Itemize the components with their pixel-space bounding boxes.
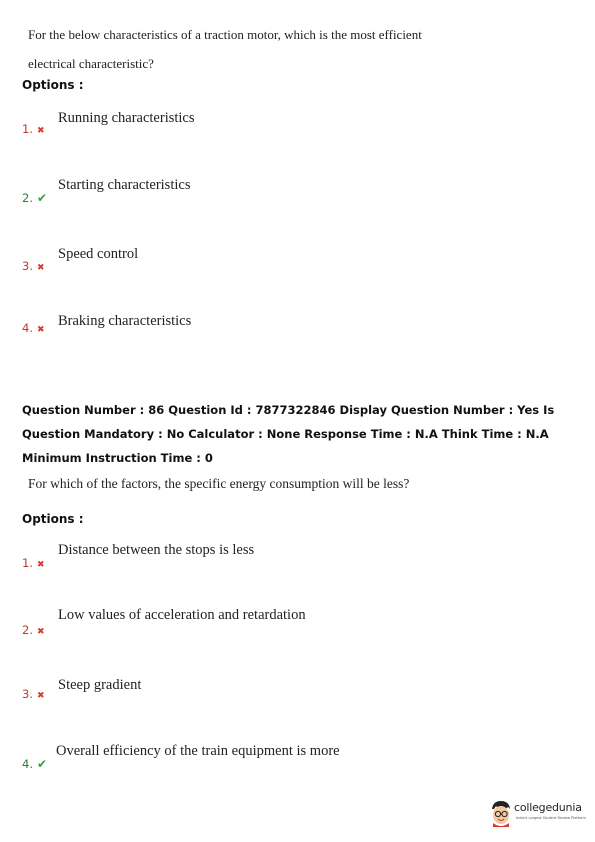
mascot-icon (488, 799, 514, 827)
options-label-q1: Options : (22, 78, 84, 92)
q1-option-2-number (22, 191, 47, 205)
q1-option-4-number (22, 321, 45, 335)
question-2-text: For which of the factors, the specific energy consumption will be less? (28, 476, 410, 491)
option-number: 3. (22, 687, 33, 701)
collegedunia-logo (488, 795, 588, 831)
q1-option-4-text: Braking characteristics (58, 313, 192, 329)
option-number: 3. (22, 259, 33, 273)
q2-option-3-number (22, 687, 45, 701)
cross-icon: ✖ (36, 560, 45, 570)
q2-option-2-number (22, 623, 45, 637)
options-label-q2: Options : (22, 512, 84, 526)
cross-icon: ✖ (36, 126, 45, 136)
cross-icon: ✖ (36, 325, 45, 335)
q2-option-1-text: Distance between the stops is less (58, 542, 255, 558)
q1-option-3-text: Speed control (58, 246, 139, 262)
question-1-text: For the below characteristics of a traction motor, which is the most efficient electrical characteristic? (28, 27, 422, 71)
q1-option-1-number (22, 122, 45, 136)
q1-option-1-text: Running characteristics (58, 110, 195, 126)
cross-icon: ✖ (36, 691, 45, 701)
q2-option-1-number (22, 556, 45, 570)
check-icon: ✔ (36, 191, 48, 205)
option-number: 1. (22, 122, 33, 136)
logo-tagline: India's Largest Student Review Platform (516, 816, 586, 820)
q2-option-2-text: Low values of acceleration and retardation (58, 607, 306, 623)
check-icon: ✔ (36, 757, 48, 771)
logo-wordmark: collegedunia (514, 801, 582, 814)
option-number: 1. (22, 556, 33, 570)
q2-option-4-text: Overall efficiency of the train equipment is more (56, 743, 340, 759)
question-2-meta: Question Number : 86 Question Id : 7877322846 Display Question Number : Yes Is Question Mandatory : No Calculator : None Response Time : N.A Think Time : N.A Minimum Instruction Time : 0 (22, 403, 555, 465)
q1-option-2-text: Starting characteristics (58, 177, 191, 193)
q2-option-4-number (22, 757, 47, 771)
cross-icon: ✖ (36, 263, 45, 273)
cross-icon: ✖ (36, 627, 45, 637)
option-number: 2. (22, 191, 33, 205)
option-number: 4. (22, 757, 33, 771)
option-number: 2. (22, 623, 33, 637)
q1-option-3-number (22, 259, 45, 273)
option-number: 4. (22, 321, 33, 335)
q2-option-3-text: Steep gradient (58, 677, 142, 693)
